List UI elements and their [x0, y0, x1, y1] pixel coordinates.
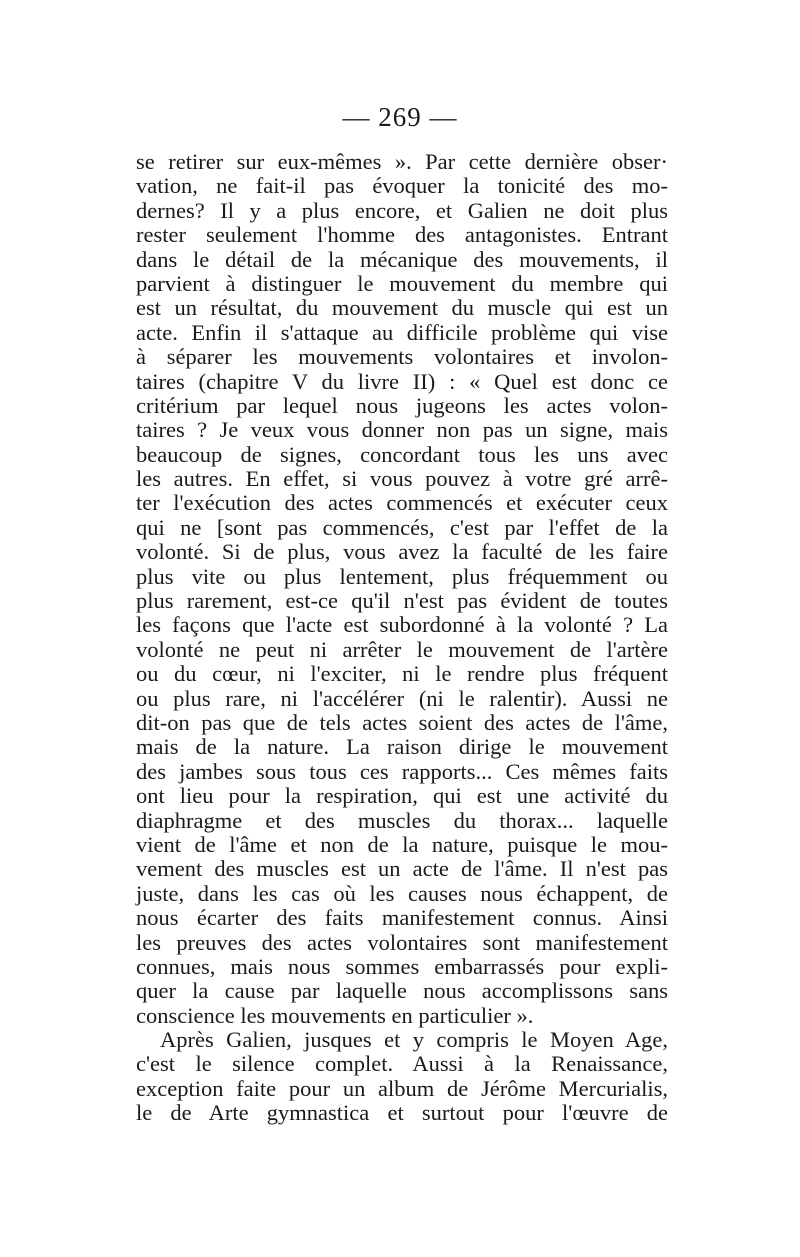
text-line: se retirer sur eux-mêmes ». Par cette dernière obser·: [136, 149, 668, 174]
text-line: exception faite pour un album de Jérôme Mercurialis,: [136, 1075, 668, 1101]
text-line: plus vite ou plus lentement, plus fréquemment ou: [136, 563, 668, 589]
text-line: volonté ne peut ni arrêter le mouvement de l'artère: [136, 636, 668, 662]
text-line: taires (chapitre V du livre II) : « Quel est donc ce: [136, 368, 668, 394]
text-line: rester seulement l'homme des antagonistes. Entrant: [136, 222, 668, 248]
text-line: ont lieu pour la respiration, qui est une activité du: [136, 783, 668, 809]
text-line: dernes? Il y a plus encore, et Galien ne doit plus: [136, 197, 668, 223]
text-line: parvient à distinguer le mouvement du membre qui: [136, 270, 668, 296]
text-line: mais de la nature. La raison dirige le mouvement: [136, 734, 668, 760]
text-line: vement des muscles est un acte de l'âme. Il n'est pas: [136, 856, 668, 882]
text-line: Après Galien, jusques et y compris le Moyen Age,: [160, 1027, 668, 1053]
text-line: conscience les mouvements en particulier ».: [136, 1002, 534, 1028]
text-line: c'est le silence complet. Aussi à la Renaissance,: [136, 1051, 668, 1077]
text-line: ou plus rare, ni l'accélérer (ni le ralentir). Aussi ne: [136, 685, 668, 711]
text-line: volonté. Si de plus, vous avez la faculté de les faire: [136, 539, 668, 565]
body-text: [136, 150, 668, 1126]
text-line: beaucoup de signes, concordant tous les uns avec: [136, 441, 668, 467]
text-line: ter l'exécution des actes commencés et exécuter ceux: [136, 490, 668, 516]
text-line: taires ? Je veux vous donner non pas un signe, mais: [136, 417, 668, 443]
text-line: plus rarement, est-ce qu'il n'est pas évident de toutes: [136, 588, 668, 614]
text-line: vation, ne fait-il pas évoquer la tonicité des mo-: [136, 173, 668, 199]
text-line: dit-on pas que de tels actes soient des actes de l'âme,: [136, 709, 668, 735]
text-line: le de Arte gymnastica et surtout pour l'œuvre de: [136, 1100, 668, 1126]
text-line: est un résultat, du mouvement du muscle qui est un: [136, 295, 668, 321]
text-line: à séparer les mouvements volontaires et involon-: [136, 344, 668, 370]
text-line: des jambes sous tous ces rapports... Ces mêmes faits: [136, 758, 668, 784]
page-number: — 269 —: [342, 102, 458, 132]
text-line: diaphragme et des muscles du thorax... laquelle: [136, 807, 668, 833]
text-line: qui ne [sont pas commencés, c'est par l'effet de la: [136, 514, 668, 540]
text-line: les preuves des actes volontaires sont manifestement: [136, 929, 668, 955]
text-line: vient de l'âme et non de la nature, puisque le mou-: [136, 831, 668, 857]
text-line: les façons que l'acte est subordonné à la volonté ? La: [136, 612, 668, 638]
text-line: dans le détail de la mécanique des mouvements, il: [136, 246, 668, 272]
text-line: les autres. En effet, si vous pouvez à votre gré arrê-: [136, 466, 668, 492]
text-line: juste, dans les cas où les causes nous échappent, de: [136, 880, 668, 906]
text-line: nous écarter des faits manifestement connus. Ainsi: [136, 905, 668, 931]
text-line: quer la cause par laquelle nous accomplissons sans: [136, 978, 668, 1004]
text-line: ou du cœur, ni l'exciter, ni le rendre plus fréquent: [136, 661, 668, 687]
text-line: acte. Enfin il s'attaque au difficile problème qui vise: [136, 319, 668, 345]
text-line: connues, mais nous sommes embarrassés pour expli-: [136, 953, 668, 979]
text-line: critérium par lequel nous jugeons les actes volon-: [136, 392, 668, 418]
